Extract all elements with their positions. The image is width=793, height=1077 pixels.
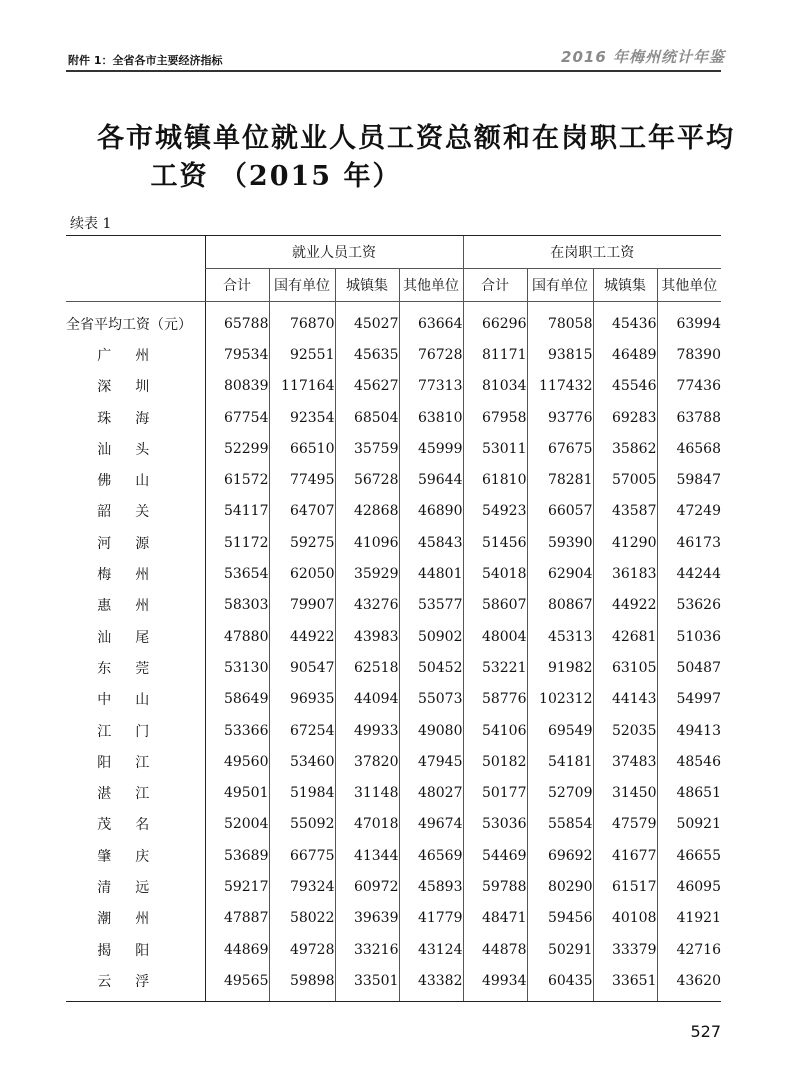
table-cell: 41096 bbox=[335, 527, 399, 558]
table-cell: 54106 bbox=[463, 715, 527, 746]
row-label: 中山 bbox=[97, 692, 174, 709]
table-cell: 66510 bbox=[269, 433, 335, 464]
table-cell: 53460 bbox=[269, 746, 335, 777]
table-cell: 59788 bbox=[463, 871, 527, 902]
table-cell: 45313 bbox=[527, 621, 593, 652]
table-cell: 52035 bbox=[593, 715, 657, 746]
table-cell: 49413 bbox=[657, 715, 721, 746]
table-cell: 45546 bbox=[593, 371, 657, 402]
table-cell: 47945 bbox=[399, 746, 463, 777]
table-cell: 55092 bbox=[269, 809, 335, 840]
table-cell: 59456 bbox=[527, 903, 593, 934]
table-cell: 91982 bbox=[527, 652, 593, 683]
table-cell: 35929 bbox=[335, 558, 399, 589]
table-cell: 61572 bbox=[205, 464, 269, 495]
table-cell: 47249 bbox=[657, 496, 721, 527]
table-cell: 45436 bbox=[593, 302, 657, 340]
table-cell: 78281 bbox=[527, 464, 593, 495]
header-rule bbox=[66, 70, 721, 72]
table-row bbox=[66, 903, 721, 934]
table-cell: 47880 bbox=[205, 621, 269, 652]
table-cell: 53577 bbox=[399, 590, 463, 621]
table-cell: 48471 bbox=[463, 903, 527, 934]
table-cell: 69692 bbox=[527, 840, 593, 871]
table-cell: 51456 bbox=[463, 527, 527, 558]
table-cell: 69549 bbox=[527, 715, 593, 746]
table-cell: 76870 bbox=[269, 302, 335, 340]
table-cell: 66057 bbox=[527, 496, 593, 527]
table-cell: 43620 bbox=[657, 965, 721, 1001]
table-cell: 33216 bbox=[335, 934, 399, 965]
column-header: 合计 bbox=[463, 269, 527, 302]
table-row bbox=[66, 402, 721, 433]
table-cell: 50902 bbox=[399, 621, 463, 652]
table-cell: 45627 bbox=[335, 371, 399, 402]
row-label: 惠州 bbox=[97, 598, 174, 615]
table-cell: 61517 bbox=[593, 871, 657, 902]
table-cell: 80839 bbox=[205, 371, 269, 402]
table-cell: 49501 bbox=[205, 777, 269, 808]
table-cell: 42868 bbox=[335, 496, 399, 527]
table-cell: 50177 bbox=[463, 777, 527, 808]
column-header: 国有单位 bbox=[527, 269, 593, 302]
table-cell: 46095 bbox=[657, 871, 721, 902]
table-cell: 52709 bbox=[527, 777, 593, 808]
table-cell: 59217 bbox=[205, 871, 269, 902]
table-cell: 46890 bbox=[399, 496, 463, 527]
row-label: 河源 bbox=[97, 535, 174, 552]
table-cell: 33651 bbox=[593, 965, 657, 1001]
row-label: 汕尾 bbox=[97, 629, 174, 646]
table-cell: 43276 bbox=[335, 590, 399, 621]
table-cell: 67958 bbox=[463, 402, 527, 433]
row-label: 珠海 bbox=[97, 410, 174, 427]
header-annex-label: 附件 1：全省各市主要经济指标 bbox=[68, 54, 223, 67]
title-line-2: 工资 （2015 年） bbox=[150, 161, 402, 192]
table-cell: 61810 bbox=[463, 464, 527, 495]
column-header: 其他单位 bbox=[657, 269, 721, 302]
table-cell: 63810 bbox=[399, 402, 463, 433]
table-cell: 49933 bbox=[335, 715, 399, 746]
table-cell: 79534 bbox=[205, 339, 269, 370]
table-cell: 80290 bbox=[527, 871, 593, 902]
table-cell: 52299 bbox=[205, 433, 269, 464]
table-cell: 44869 bbox=[205, 934, 269, 965]
table-cell: 54181 bbox=[527, 746, 593, 777]
table-cell: 76728 bbox=[399, 339, 463, 370]
table-cell: 49934 bbox=[463, 965, 527, 1001]
table-cell: 50452 bbox=[399, 652, 463, 683]
table-cell: 63994 bbox=[657, 302, 721, 340]
row-label: 韶关 bbox=[97, 504, 174, 521]
table-cell: 47887 bbox=[205, 903, 269, 934]
table-cell: 48651 bbox=[657, 777, 721, 808]
table-cell: 55073 bbox=[399, 684, 463, 715]
table-cell: 31148 bbox=[335, 777, 399, 808]
column-header: 城镇集 bbox=[335, 269, 399, 302]
table-cell: 49080 bbox=[399, 715, 463, 746]
table-row bbox=[66, 809, 721, 840]
table-cell: 49728 bbox=[269, 934, 335, 965]
table-cell: 60972 bbox=[335, 871, 399, 902]
table-cell: 50921 bbox=[657, 809, 721, 840]
table-cell: 49674 bbox=[399, 809, 463, 840]
table-cell: 92551 bbox=[269, 339, 335, 370]
table-cell: 53011 bbox=[463, 433, 527, 464]
table-cell: 40108 bbox=[593, 903, 657, 934]
table-cell: 46489 bbox=[593, 339, 657, 370]
table-cell: 57005 bbox=[593, 464, 657, 495]
table-cell: 66775 bbox=[269, 840, 335, 871]
table-cell: 44143 bbox=[593, 684, 657, 715]
table-cell: 51984 bbox=[269, 777, 335, 808]
table-row bbox=[66, 777, 721, 808]
table-cell: 53366 bbox=[205, 715, 269, 746]
table-cell: 41779 bbox=[399, 903, 463, 934]
table-cell: 65788 bbox=[205, 302, 269, 340]
table-cell: 47018 bbox=[335, 809, 399, 840]
row-label: 茂名 bbox=[97, 817, 174, 834]
table-row bbox=[66, 302, 721, 340]
table-row bbox=[66, 339, 721, 370]
table-cell: 31450 bbox=[593, 777, 657, 808]
table-row bbox=[66, 684, 721, 715]
table-row bbox=[66, 464, 721, 495]
table-cell: 37820 bbox=[335, 746, 399, 777]
table-cell: 63664 bbox=[399, 302, 463, 340]
table-cell: 54018 bbox=[463, 558, 527, 589]
table-cell: 63788 bbox=[657, 402, 721, 433]
table-cell: 59847 bbox=[657, 464, 721, 495]
table-cell: 54117 bbox=[205, 496, 269, 527]
table-cell: 53626 bbox=[657, 590, 721, 621]
wage-table bbox=[66, 235, 721, 1002]
table-cell: 46173 bbox=[657, 527, 721, 558]
table-cell: 53130 bbox=[205, 652, 269, 683]
table-cell: 53036 bbox=[463, 809, 527, 840]
table-cell: 36183 bbox=[593, 558, 657, 589]
group-header-employed: 就业人员工资 bbox=[205, 236, 463, 269]
table-cell: 60435 bbox=[527, 965, 593, 1001]
table-cell: 44922 bbox=[269, 621, 335, 652]
title-line-1: 各市城镇单位就业人员工资总额和在岗职工年平均 bbox=[97, 123, 735, 154]
column-header: 合计 bbox=[205, 269, 269, 302]
table-cell: 48027 bbox=[399, 777, 463, 808]
table-cell: 49565 bbox=[205, 965, 269, 1001]
table-cell: 45027 bbox=[335, 302, 399, 340]
table-cell: 45999 bbox=[399, 433, 463, 464]
table-cell: 68504 bbox=[335, 402, 399, 433]
table-cell: 67254 bbox=[269, 715, 335, 746]
table-row bbox=[66, 934, 721, 965]
table-row bbox=[66, 746, 721, 777]
table-row bbox=[66, 558, 721, 589]
table-cell: 102312 bbox=[527, 684, 593, 715]
table-cell: 42716 bbox=[657, 934, 721, 965]
table-cell: 58607 bbox=[463, 590, 527, 621]
table-cell: 50291 bbox=[527, 934, 593, 965]
table-cell: 41677 bbox=[593, 840, 657, 871]
table-cell: 77495 bbox=[269, 464, 335, 495]
table-cell: 49560 bbox=[205, 746, 269, 777]
table-cell: 33501 bbox=[335, 965, 399, 1001]
header-yearbook-title: 2016 年梅州统计年鉴 bbox=[561, 48, 725, 66]
table-cell: 43124 bbox=[399, 934, 463, 965]
table-cell: 79324 bbox=[269, 871, 335, 902]
row-label: 全省平均工资（元） bbox=[66, 316, 192, 333]
table-cell: 53689 bbox=[205, 840, 269, 871]
table-cell: 33379 bbox=[593, 934, 657, 965]
table-row bbox=[66, 965, 721, 1001]
continued-label: 续表 1 bbox=[70, 216, 112, 232]
table-cell: 78390 bbox=[657, 339, 721, 370]
table-row bbox=[66, 590, 721, 621]
table-cell: 35759 bbox=[335, 433, 399, 464]
table-cell: 43382 bbox=[399, 965, 463, 1001]
row-label: 湛江 bbox=[97, 786, 174, 803]
table-cell: 62904 bbox=[527, 558, 593, 589]
table-cell: 46569 bbox=[399, 840, 463, 871]
table-cell: 62518 bbox=[335, 652, 399, 683]
table-cell: 46655 bbox=[657, 840, 721, 871]
table-cell: 79907 bbox=[269, 590, 335, 621]
table-cell: 42681 bbox=[593, 621, 657, 652]
table-body bbox=[66, 302, 721, 1002]
row-label: 清远 bbox=[97, 879, 174, 896]
row-label: 佛山 bbox=[97, 473, 174, 490]
table-cell: 80867 bbox=[527, 590, 593, 621]
page-title bbox=[66, 120, 766, 196]
table-cell: 62050 bbox=[269, 558, 335, 589]
group-header-onpost: 在岗职工工资 bbox=[463, 236, 721, 269]
table-cell: 59898 bbox=[269, 965, 335, 1001]
page-number: 527 bbox=[690, 1022, 721, 1041]
table-cell: 44878 bbox=[463, 934, 527, 965]
table-cell: 45893 bbox=[399, 871, 463, 902]
table-corner-cell bbox=[66, 236, 205, 302]
table-row bbox=[66, 715, 721, 746]
row-label: 深圳 bbox=[97, 379, 174, 396]
table-cell: 45635 bbox=[335, 339, 399, 370]
table-cell: 41921 bbox=[657, 903, 721, 934]
table-cell: 44922 bbox=[593, 590, 657, 621]
table-cell: 59644 bbox=[399, 464, 463, 495]
table-cell: 44801 bbox=[399, 558, 463, 589]
column-header: 其他单位 bbox=[399, 269, 463, 302]
table-cell: 58022 bbox=[269, 903, 335, 934]
table-row bbox=[66, 496, 721, 527]
table-group-header-row bbox=[66, 236, 721, 269]
table-row bbox=[66, 527, 721, 558]
table-cell: 93776 bbox=[527, 402, 593, 433]
table-cell: 81171 bbox=[463, 339, 527, 370]
table-cell: 67754 bbox=[205, 402, 269, 433]
table-cell: 46568 bbox=[657, 433, 721, 464]
table-cell: 69283 bbox=[593, 402, 657, 433]
row-label: 揭阳 bbox=[97, 942, 174, 959]
table-cell: 50182 bbox=[463, 746, 527, 777]
table-cell: 54923 bbox=[463, 496, 527, 527]
table-cell: 52004 bbox=[205, 809, 269, 840]
table-cell: 47579 bbox=[593, 809, 657, 840]
table-cell: 45843 bbox=[399, 527, 463, 558]
running-header bbox=[0, 0, 793, 80]
table-cell: 58649 bbox=[205, 684, 269, 715]
row-label: 潮州 bbox=[97, 911, 174, 928]
row-label: 东莞 bbox=[97, 660, 174, 677]
table-cell: 48546 bbox=[657, 746, 721, 777]
table-cell: 41290 bbox=[593, 527, 657, 558]
table-cell: 44244 bbox=[657, 558, 721, 589]
table-row bbox=[66, 433, 721, 464]
table-cell: 66296 bbox=[463, 302, 527, 340]
table-cell: 77436 bbox=[657, 371, 721, 402]
table-cell: 54469 bbox=[463, 840, 527, 871]
row-label: 汕头 bbox=[97, 441, 174, 458]
column-header: 城镇集 bbox=[593, 269, 657, 302]
table-row bbox=[66, 371, 721, 402]
table-row bbox=[66, 652, 721, 683]
table-cell: 48004 bbox=[463, 621, 527, 652]
table-row bbox=[66, 871, 721, 902]
table-cell: 56728 bbox=[335, 464, 399, 495]
table-cell: 64707 bbox=[269, 496, 335, 527]
table-cell: 58776 bbox=[463, 684, 527, 715]
row-label: 云浮 bbox=[66, 965, 205, 1001]
table-cell: 92354 bbox=[269, 402, 335, 433]
table-cell: 54997 bbox=[657, 684, 721, 715]
table-cell: 53654 bbox=[205, 558, 269, 589]
table-cell: 35862 bbox=[593, 433, 657, 464]
table-cell: 59390 bbox=[527, 527, 593, 558]
table-cell: 96935 bbox=[269, 684, 335, 715]
table-row bbox=[66, 840, 721, 871]
row-label: 阳江 bbox=[97, 754, 174, 771]
table-cell: 44094 bbox=[335, 684, 399, 715]
table-cell: 77313 bbox=[399, 371, 463, 402]
table-cell: 117164 bbox=[269, 371, 335, 402]
row-label: 广州 bbox=[97, 347, 174, 364]
table-cell: 63105 bbox=[593, 652, 657, 683]
table-cell: 117432 bbox=[527, 371, 593, 402]
row-label: 肇庆 bbox=[97, 848, 174, 865]
row-label: 江门 bbox=[97, 723, 174, 740]
table-cell: 58303 bbox=[205, 590, 269, 621]
table-cell: 55854 bbox=[527, 809, 593, 840]
table-cell: 41344 bbox=[335, 840, 399, 871]
table-cell: 53221 bbox=[463, 652, 527, 683]
table-cell: 43587 bbox=[593, 496, 657, 527]
table-cell: 39639 bbox=[335, 903, 399, 934]
row-label: 梅州 bbox=[97, 567, 174, 584]
table-cell: 51172 bbox=[205, 527, 269, 558]
table-cell: 59275 bbox=[269, 527, 335, 558]
table-cell: 93815 bbox=[527, 339, 593, 370]
table-cell: 37483 bbox=[593, 746, 657, 777]
table-cell: 50487 bbox=[657, 652, 721, 683]
column-header: 国有单位 bbox=[269, 269, 335, 302]
table-cell: 51036 bbox=[657, 621, 721, 652]
table-cell: 67675 bbox=[527, 433, 593, 464]
table-cell: 81034 bbox=[463, 371, 527, 402]
table-row bbox=[66, 621, 721, 652]
table-cell: 43983 bbox=[335, 621, 399, 652]
table-cell: 78058 bbox=[527, 302, 593, 340]
table-cell: 90547 bbox=[269, 652, 335, 683]
